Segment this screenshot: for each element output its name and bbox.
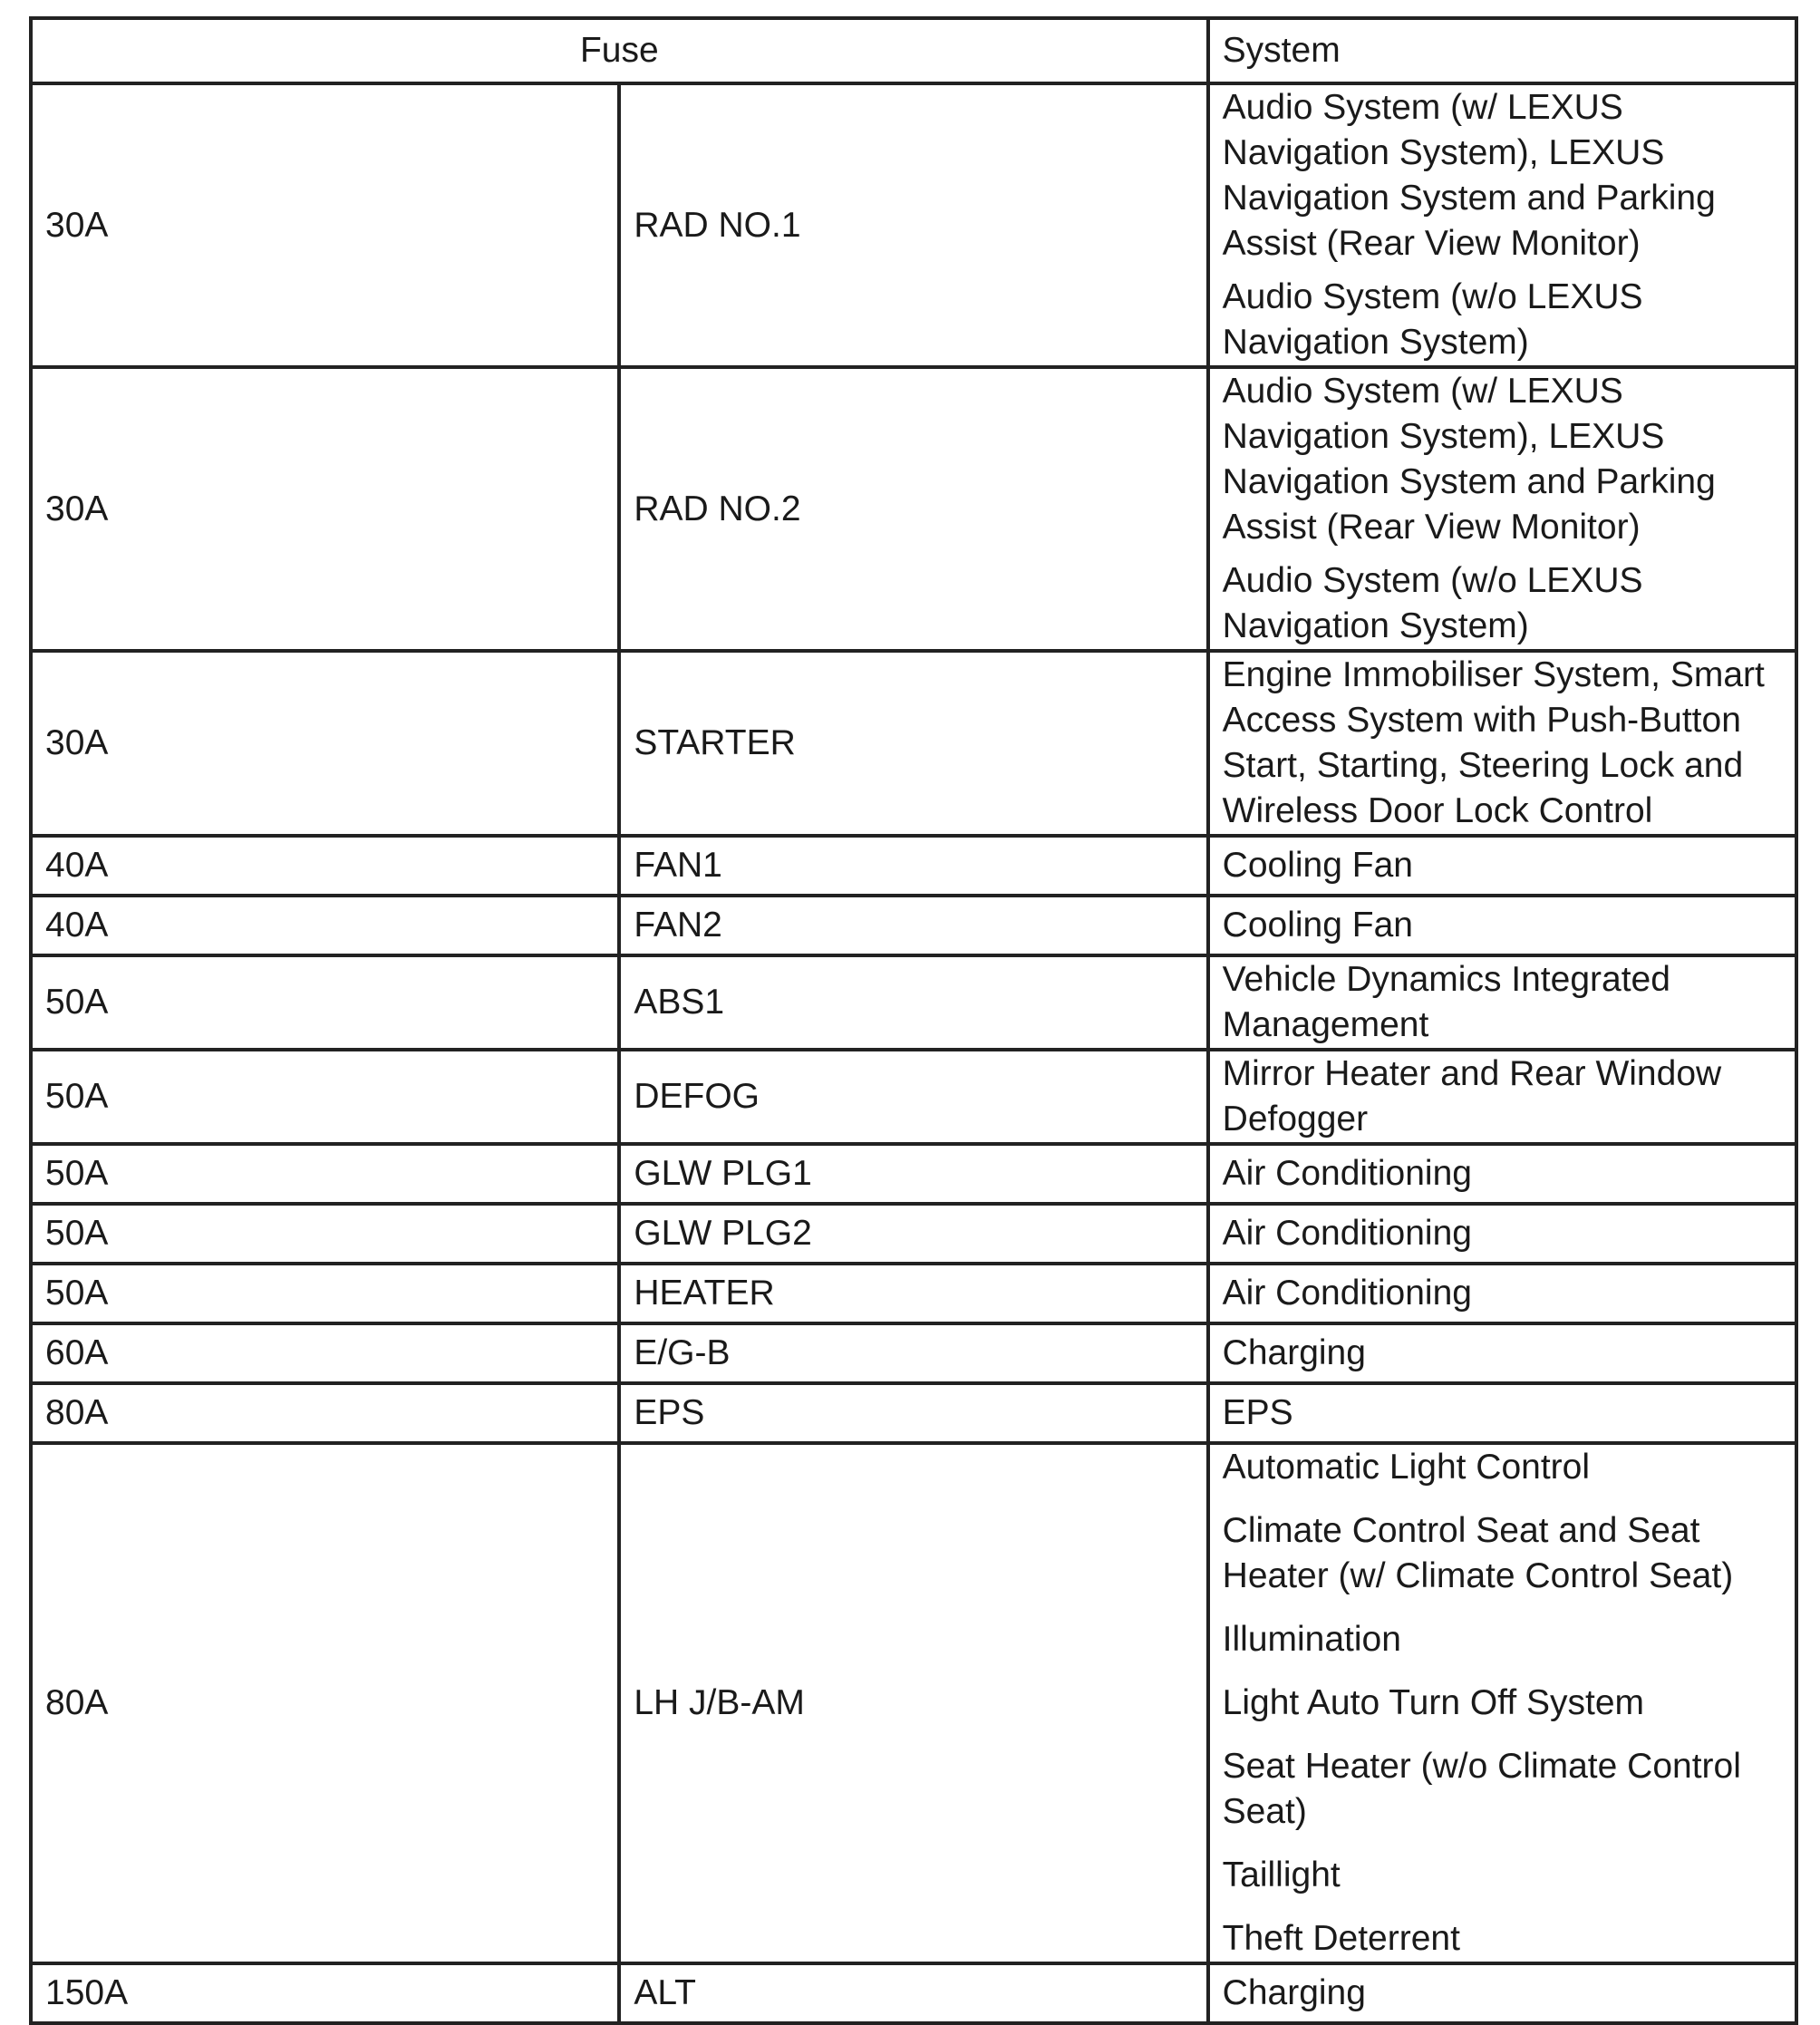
- fuse-amperage: 50A: [31, 1264, 619, 1323]
- fuse-systems: [1208, 1204, 1796, 1264]
- fuse-systems: [1208, 367, 1796, 651]
- system-entry: Cooling Fan: [1222, 906, 1413, 945]
- fuse-amperage: 50A: [31, 1144, 619, 1204]
- table-row: [31, 896, 1796, 955]
- fuse-amperage: 80A: [31, 1443, 619, 1963]
- fuse-systems: [1208, 1144, 1796, 1204]
- fuse-name: E/G-B: [619, 1323, 1207, 1383]
- header-row: [31, 18, 1796, 83]
- system-entry: Light Auto Turn Off System: [1222, 1683, 1645, 1722]
- table-row: [31, 1264, 1796, 1323]
- fuse-systems: [1208, 1323, 1796, 1383]
- system-entry: Air Conditioning: [1222, 1214, 1472, 1253]
- fuse-name: LH J/B-AM: [619, 1443, 1207, 1963]
- header-system: System: [1208, 18, 1796, 83]
- fuse-systems: [1208, 1050, 1796, 1144]
- fuse-amperage: 40A: [31, 896, 619, 955]
- fuse-amperage: 50A: [31, 955, 619, 1050]
- fuse-amperage: 40A: [31, 836, 619, 896]
- fuse-systems: [1208, 1383, 1796, 1443]
- system-entry: Audio System (w/o LEXUS Navigation System): [1222, 561, 1643, 645]
- fuse-systems: [1208, 955, 1796, 1050]
- table-row: [31, 367, 1796, 651]
- fuse-name: GLW PLG2: [619, 1204, 1207, 1264]
- system-entry: Vehicle Dynamics Integrated Management: [1222, 960, 1670, 1044]
- system-entry: Theft Deterrent: [1222, 1919, 1460, 1958]
- fuse-amperage: 30A: [31, 83, 619, 367]
- system-entry: Charging: [1222, 1333, 1366, 1372]
- fuse-name: FAN1: [619, 836, 1207, 896]
- fuse-name: DEFOG: [619, 1050, 1207, 1144]
- fuse-amperage: 60A: [31, 1323, 619, 1383]
- fuse-amperage: 150A: [31, 1963, 619, 2023]
- fuse-name: ABS1: [619, 955, 1207, 1050]
- system-entry: Seat Heater (w/o Climate Control Seat): [1222, 1747, 1741, 1831]
- system-entry: Climate Control Seat and Seat Heater (w/ Climate Control Seat): [1222, 1511, 1734, 1595]
- fuse-systems: [1208, 83, 1796, 367]
- table-row: [31, 1323, 1796, 1383]
- table-row: [31, 955, 1796, 1050]
- fuse-amperage: 80A: [31, 1383, 619, 1443]
- system-entry: Taillight: [1222, 1855, 1341, 1894]
- fuse-amperage: 30A: [31, 367, 619, 651]
- fuse-amperage: 50A: [31, 1050, 619, 1144]
- system-entry: Automatic Light Control: [1222, 1448, 1591, 1487]
- fuse-name: STARTER: [619, 651, 1207, 836]
- fuse-amperage: 30A: [31, 651, 619, 836]
- table-row: [31, 1050, 1796, 1144]
- system-entry: Air Conditioning: [1222, 1274, 1472, 1313]
- system-entry: Audio System (w/o LEXUS Navigation System): [1222, 277, 1643, 362]
- fuse-systems: [1208, 1264, 1796, 1323]
- fuse-name: RAD NO.1: [619, 83, 1207, 367]
- system-entry: Engine Immobiliser System, Smart Access System with Push-Button Start, Starting, Steering Lock and Wireless Door Lock Control: [1222, 655, 1765, 830]
- system-entry: Audio System (w/ LEXUS Navigation System), LEXUS Navigation System and Parking Assist (Rear View Monitor): [1222, 88, 1716, 263]
- fuse-name: ALT: [619, 1963, 1207, 2023]
- table-body: [31, 18, 1796, 2023]
- fuse-name: RAD NO.2: [619, 367, 1207, 651]
- header-fuse: Fuse: [31, 18, 1208, 83]
- system-entry: Cooling Fan: [1222, 846, 1413, 885]
- table-row: [31, 651, 1796, 836]
- fuse-systems: [1208, 1443, 1796, 1963]
- fuse-name: EPS: [619, 1383, 1207, 1443]
- system-entry: Audio System (w/ LEXUS Navigation System), LEXUS Navigation System and Parking Assist (Rear View Monitor): [1222, 372, 1716, 547]
- fuse-systems: [1208, 836, 1796, 896]
- fuse-name: GLW PLG1: [619, 1144, 1207, 1204]
- table-row: [31, 1963, 1796, 2023]
- fuse-systems: [1208, 896, 1796, 955]
- system-entry: Mirror Heater and Rear Window Defogger: [1222, 1054, 1722, 1138]
- fuse-systems: [1208, 651, 1796, 836]
- system-entry: Charging: [1222, 1973, 1366, 2012]
- table-row: [31, 836, 1796, 896]
- table-row: [31, 83, 1796, 367]
- fuse-amperage: 50A: [31, 1204, 619, 1264]
- fuse-name: FAN2: [619, 896, 1207, 955]
- fuse-name: HEATER: [619, 1264, 1207, 1323]
- table-row: [31, 1443, 1796, 1963]
- system-entry: EPS: [1222, 1393, 1293, 1432]
- system-entry: Air Conditioning: [1222, 1154, 1472, 1193]
- table-row: [31, 1383, 1796, 1443]
- fuse-systems: [1208, 1963, 1796, 2023]
- fuse-table: [29, 16, 1798, 2025]
- system-entry: Illumination: [1222, 1620, 1401, 1659]
- table-row: [31, 1144, 1796, 1204]
- table-row: [31, 1204, 1796, 1264]
